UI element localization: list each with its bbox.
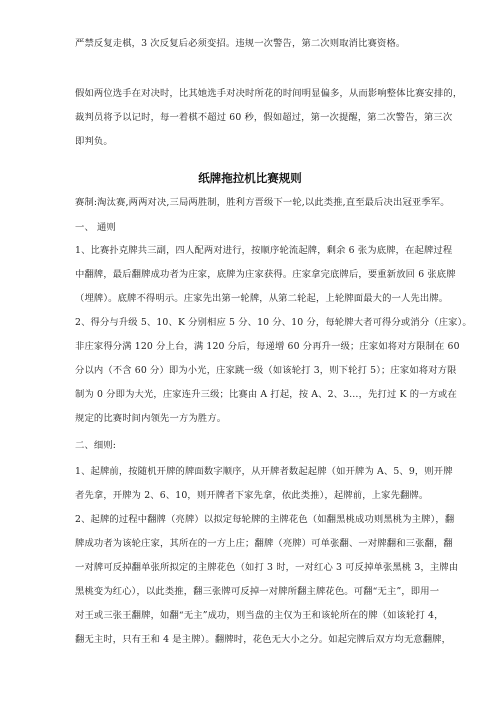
paragraph-line: 裁判员将予以记时，每一着棋不超过 60 秒，假如超过，第一次提醒，第二次警告，第三次 — [75, 112, 453, 123]
rules-line: 制为 0 分即为大光，庄家连升三级；比赛由 A 打起，按 A、2、3…，先打过 K 的一方或在 — [75, 389, 457, 400]
rules-line: 一对牌可反掉翻单张所拟定的主牌花色（如打 3 时，一对红心 3 可反掉单张黑桃 3，主牌由 — [75, 562, 459, 573]
rules-line: 黑桃变为红心），以此类推，翻三张牌可反掉一对牌所翻主牌花色。可翻“无主”，即用一 — [75, 586, 440, 597]
rules-line: 非庄家得分满 120 分上台，满 120 分后，每递增 60 分再升一级；庄家如将对方限制在 60 — [75, 341, 460, 352]
rules-line: 对王或三张王翻牌，如翻“无主”成功，则当盘的主仅为王和该轮所在的牌（如该轮打 4， — [75, 610, 444, 621]
rules-line: 中翻牌，最后翻牌成功者为庄家，底牌为庄家获得。庄家拿完底牌后，要重新放回 6 张底牌 — [75, 269, 456, 280]
paragraph-line: 即判负。 — [75, 136, 113, 147]
rules-line: 1、比赛扑克牌共三副，四人配两对进行，按顺序轮流起牌，剩余 6 张为底牌，在起牌过程 — [75, 245, 453, 256]
rules-line: 赛制:淘汰赛,两两对决,三局两胜制，胜利方晋级下一轮,以此类推,直至最后决出冠亚季军。 — [75, 197, 450, 208]
rules-line: 规定的比赛时间内领先一方为胜方。 — [75, 413, 227, 424]
rules-line: 分以内（不含 60 分）即为小光，庄家跳一级（如该轮打 3，则下轮打 5）；庄家如将对方限 — [75, 365, 457, 376]
section-heading: 二、细则: — [75, 440, 117, 451]
rules-line: 者先拿，开牌为 2、6、10，则开牌者下家先拿，依此类推），起牌前，上家先翻牌。 — [75, 490, 429, 501]
rules-line: 牌成功者为该轮庄家，其所在的一方上庄；翻牌（亮牌）可单张翻、一对牌翻和三张翻，翻 — [75, 538, 453, 549]
section-title: 纸牌拖拉机比赛规则 — [198, 171, 302, 185]
paragraph-line: 严禁反复走棋，3 次反复后必须变招。违规一次警告，第二次则取消比赛资格。 — [75, 38, 406, 49]
rules-line: 翻无主时，只有王和 4 是主牌）。翻牌时，花色无大小之分。如起完牌后双方均无意翻牌， — [75, 634, 452, 645]
paragraph-line: 假如两位选手在对决时，比其她选手对决时所花的时间明显偏多，从而影响整体比赛安排的， — [75, 88, 463, 99]
section-heading: 一、 通则 — [75, 222, 116, 233]
rules-line: 1、起牌前，按随机开牌的牌面数字顺序，从开牌者数起起牌（如开牌为 A、5、9，则开牌 — [75, 466, 453, 477]
rules-line: 2、起牌的过程中翻牌（亮牌）以拟定每轮牌的主牌花色（如翻黑桃成功则黑桃为主牌），翻 — [75, 514, 455, 525]
rules-line: 2、得分与升级 5、10、K 分别相应 5 分、10 分、10 分，每轮牌大者可得分或消分（庄家）。 — [75, 317, 472, 328]
rules-line: （埋牌）。底牌不得明示。庄家先出第一轮牌，从第二轮起，上轮牌面最大的一人先出牌。 — [75, 293, 449, 304]
